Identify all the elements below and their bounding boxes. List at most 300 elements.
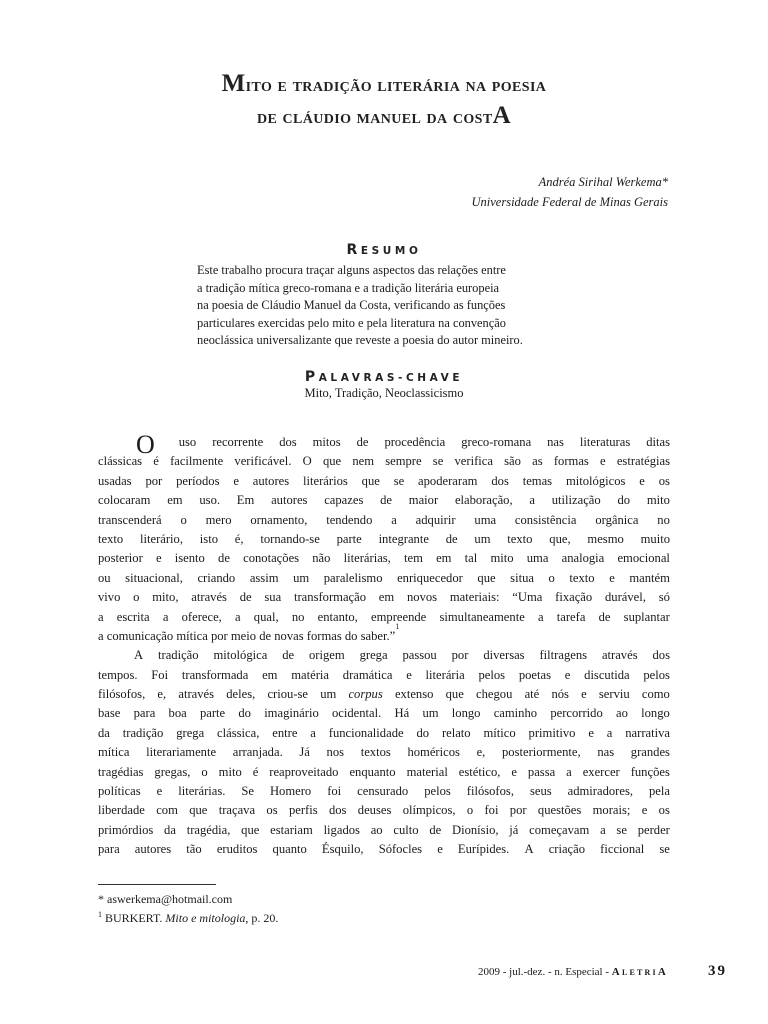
word: criando xyxy=(197,570,236,585)
word: são xyxy=(504,454,521,469)
word: nas xyxy=(597,745,615,760)
word: em xyxy=(378,590,395,605)
word: e xyxy=(155,551,162,566)
word: estariam xyxy=(270,822,313,837)
word: e xyxy=(406,667,412,682)
word: mero xyxy=(205,512,232,527)
word: assim xyxy=(249,570,279,585)
word: deles, xyxy=(226,687,256,702)
word: criou-se xyxy=(267,687,308,702)
word: mito xyxy=(646,493,670,508)
word: o xyxy=(180,512,187,527)
word: enquanto xyxy=(349,764,396,779)
word: literaturas xyxy=(579,435,631,449)
abstract-heading-initial: R xyxy=(346,242,361,258)
word: do xyxy=(416,725,430,740)
word: apoderaram xyxy=(418,473,478,488)
word: nas xyxy=(547,435,564,449)
footnotes xyxy=(98,890,278,928)
journal-text: letri xyxy=(621,966,658,978)
word: morais; xyxy=(592,803,631,818)
word: ou xyxy=(98,570,111,585)
footer-journal xyxy=(612,966,668,978)
footnote-1 xyxy=(98,909,278,928)
word: dos xyxy=(279,435,297,449)
word: criação xyxy=(548,842,586,857)
word: e xyxy=(639,473,645,488)
word: se xyxy=(432,454,444,469)
word: quanto xyxy=(272,842,307,857)
word: perfis xyxy=(288,803,318,818)
word: emocional xyxy=(617,551,670,566)
word: procedência xyxy=(384,435,446,449)
word: a xyxy=(391,512,397,527)
word: integrante xyxy=(378,531,429,546)
author-name: Andréa Sirihal Werkema* xyxy=(538,175,668,189)
word: olímpicos, xyxy=(402,803,456,818)
abstract-line: neoclássica universalizante que reveste a poesia do autor mineiro. xyxy=(197,333,523,348)
word: O xyxy=(302,454,312,469)
word: dos xyxy=(491,473,509,488)
word: filtragens xyxy=(539,648,588,663)
word: suplantar xyxy=(623,609,670,624)
word: através xyxy=(178,687,215,702)
word: mantém xyxy=(629,570,670,585)
author-block xyxy=(472,172,669,212)
word: e, xyxy=(157,687,167,702)
word: texto xyxy=(98,531,124,546)
word: Em xyxy=(236,493,255,508)
word: Já xyxy=(299,745,310,760)
word: gregas, xyxy=(154,764,191,779)
word: as xyxy=(532,454,543,469)
word: mítico xyxy=(483,725,516,740)
word: literárias, xyxy=(343,551,391,566)
body-line xyxy=(98,646,670,665)
word: a xyxy=(566,764,572,779)
word: transcenderá xyxy=(98,512,162,527)
word: estético, xyxy=(458,764,501,779)
journal-initial: A xyxy=(611,966,622,978)
abstract-line: na poesia de Cláudio Manuel da Costa, verificando as funções xyxy=(197,298,506,313)
word: e xyxy=(437,842,443,857)
word: texto xyxy=(507,531,533,546)
footnote-divider xyxy=(98,884,216,885)
word: é xyxy=(252,764,259,779)
word: é, xyxy=(234,531,244,546)
word: e xyxy=(609,570,615,585)
word: tradição xyxy=(122,725,164,740)
word: só xyxy=(658,590,670,605)
word: usadas xyxy=(98,473,132,488)
word: ligados xyxy=(323,822,360,837)
body-line xyxy=(98,801,670,820)
footnote-1-author: BURKERT. xyxy=(105,911,163,925)
word: corpus xyxy=(348,687,383,702)
word: um xyxy=(293,570,310,585)
word: facilmente xyxy=(170,454,224,469)
word: enriquecedor xyxy=(397,570,463,585)
word: no xyxy=(657,512,670,527)
body-line xyxy=(98,588,670,607)
word: dos xyxy=(328,803,347,818)
word: funções xyxy=(630,764,670,779)
word: verificável. xyxy=(234,454,292,469)
word: imaginário xyxy=(264,706,319,721)
abstract-line: a tradição mítica greco-romana e a tradição literária europeia xyxy=(197,280,500,295)
word: poetas xyxy=(518,667,552,682)
word: que xyxy=(445,687,464,702)
word: tem xyxy=(404,551,423,566)
word: pela xyxy=(649,784,670,799)
word: tragédias xyxy=(98,764,144,779)
word: grandes xyxy=(630,745,670,760)
word: mitológica xyxy=(213,648,268,663)
page-number: 39 xyxy=(708,963,727,979)
word: os xyxy=(658,473,670,488)
word: do xyxy=(617,493,631,508)
word: oferece, xyxy=(181,609,222,624)
word: literário, xyxy=(139,531,183,546)
word: posteriormente, xyxy=(501,745,581,760)
word: de xyxy=(380,493,393,508)
word: como xyxy=(641,687,670,702)
keywords-heading-text: ALAVRAS-CHAVE xyxy=(318,372,464,384)
word: tão xyxy=(186,842,202,857)
word: a xyxy=(529,493,535,508)
word: e xyxy=(233,473,239,488)
word: Ésquilo, xyxy=(321,842,364,857)
word: a xyxy=(606,725,613,740)
initial-letter: O xyxy=(136,430,155,459)
word: culto xyxy=(393,822,419,837)
body-line xyxy=(98,452,670,471)
word: verifica xyxy=(454,454,493,469)
word: por xyxy=(509,803,527,818)
word: Dionísio, xyxy=(451,822,499,837)
word: situa xyxy=(510,570,534,585)
word: Foi xyxy=(151,667,169,682)
word: colocaram xyxy=(98,493,151,508)
body-line xyxy=(98,685,670,704)
word: foi xyxy=(484,803,499,818)
word: Sófocles xyxy=(378,842,423,857)
word: tal xyxy=(464,551,478,566)
word: a xyxy=(310,725,316,740)
word: primórdios xyxy=(98,822,154,837)
body-line xyxy=(98,704,670,723)
word: e xyxy=(588,725,594,740)
word: entre xyxy=(272,725,298,740)
word: por xyxy=(451,648,469,663)
abstract-line: particulares exercidas pelo mito e pela literatura na convenção xyxy=(197,315,506,330)
word: dos xyxy=(652,648,670,663)
word: longo xyxy=(641,706,670,721)
word: os xyxy=(266,803,278,818)
word: um xyxy=(422,706,439,721)
word: admiradores, xyxy=(567,784,634,799)
word: o xyxy=(466,803,474,818)
word: seus xyxy=(529,784,552,799)
word: e xyxy=(581,687,587,702)
word: textos xyxy=(360,745,391,760)
word: conotações xyxy=(243,551,300,566)
word: A xyxy=(134,648,144,663)
word: elaboração, xyxy=(454,493,513,508)
author-affiliation: Universidade Federal de Minas Gerais xyxy=(471,195,668,209)
word: pelos xyxy=(643,667,670,682)
body-line xyxy=(98,608,670,627)
word: ocidental. xyxy=(331,706,382,721)
body-line xyxy=(98,743,670,762)
word: serviu xyxy=(598,687,630,702)
word: mesmo xyxy=(587,531,624,546)
word: políticas xyxy=(98,784,141,799)
footnote-email: * aswerkema@hotmail.com xyxy=(98,892,233,906)
word: tarefa xyxy=(556,609,586,624)
word: em xyxy=(167,493,183,508)
footnote-1-page: , p. 20. xyxy=(245,911,279,925)
word: sua xyxy=(264,590,282,605)
word: literários xyxy=(303,473,348,488)
abstract-line: Este trabalho procura traçar alguns aspectos das relações entre xyxy=(197,263,506,277)
word: por xyxy=(145,473,163,488)
word: filósofos, xyxy=(466,784,514,799)
word: clássica, xyxy=(217,725,260,740)
word: nem xyxy=(352,454,375,469)
word: fixação xyxy=(555,590,593,605)
word: da xyxy=(164,822,176,837)
word: autores xyxy=(252,473,290,488)
word: Eurípides. xyxy=(457,842,510,857)
word: relato xyxy=(441,725,471,740)
word: de xyxy=(356,435,369,449)
word: nos xyxy=(326,745,345,760)
body-line xyxy=(98,782,670,801)
word: através xyxy=(191,590,227,605)
word: materiais: xyxy=(449,590,500,605)
word: transformada xyxy=(181,667,249,682)
word: ao xyxy=(616,706,628,721)
word: no xyxy=(291,609,305,624)
word: grega xyxy=(359,648,388,663)
word: pelos xyxy=(478,667,506,682)
word: Há xyxy=(394,706,410,721)
word: e xyxy=(641,803,648,818)
body-line xyxy=(98,430,670,459)
word: parte xyxy=(199,706,226,721)
word: utilização xyxy=(551,493,601,508)
title-initial: M xyxy=(221,70,246,97)
word: eruditos xyxy=(216,842,258,857)
word: reaproveitado xyxy=(269,764,339,779)
word: escrita xyxy=(116,609,150,624)
word: a xyxy=(600,822,606,837)
word: literariamente xyxy=(146,745,217,760)
word: se xyxy=(616,822,627,837)
word: passa xyxy=(527,764,556,779)
word: tornando-se xyxy=(260,531,320,546)
word: temas xyxy=(522,473,553,488)
word: que xyxy=(361,473,380,488)
word: uma xyxy=(474,512,497,527)
keywords-list: Mito, Tradição, Neoclassicismo xyxy=(304,386,464,400)
body-line xyxy=(98,530,670,549)
word: que xyxy=(189,803,208,818)
word: e xyxy=(156,784,163,799)
word: entanto, xyxy=(317,609,358,624)
abstract-text xyxy=(197,262,577,350)
word: o xyxy=(548,570,555,585)
word: filósofos, xyxy=(98,687,146,702)
word: a xyxy=(98,609,104,624)
word: boa xyxy=(168,706,187,721)
word: origem xyxy=(309,648,345,663)
word: até xyxy=(524,687,540,702)
word: homéricos xyxy=(407,745,460,760)
word: questões xyxy=(537,803,582,818)
body-line xyxy=(98,621,670,646)
word: o xyxy=(133,590,140,605)
word: autores xyxy=(134,842,172,857)
word: mítica xyxy=(98,745,130,760)
word: nós xyxy=(551,687,569,702)
word: paralelismo xyxy=(323,570,383,585)
word: de xyxy=(239,590,252,605)
word: de xyxy=(429,822,442,837)
word: primitivo xyxy=(528,725,576,740)
word: matéria xyxy=(291,667,329,682)
word: uso xyxy=(178,435,197,449)
word: períodos xyxy=(176,473,220,488)
abstract-heading-text: ESUMO xyxy=(360,245,422,257)
word: “Uma xyxy=(512,590,543,605)
word: tempos. xyxy=(98,667,138,682)
abstract-heading xyxy=(0,242,768,258)
word: através xyxy=(601,648,638,663)
word: de xyxy=(218,551,230,566)
word: literárias. xyxy=(178,784,226,799)
word: traçava xyxy=(218,803,256,818)
word: isento xyxy=(174,551,205,566)
word: simultaneamente xyxy=(439,609,525,624)
word: clássicas xyxy=(98,454,143,469)
word: extenso xyxy=(394,687,434,702)
word: perder xyxy=(637,822,670,837)
word: se xyxy=(393,473,405,488)
word: orgânica xyxy=(595,512,639,527)
word: ao xyxy=(370,822,383,837)
word: para xyxy=(133,706,156,721)
body-line xyxy=(98,724,670,743)
title-line-2-text: de cláudio manuel da cost xyxy=(256,107,493,128)
word: que xyxy=(477,570,496,585)
word: situacional, xyxy=(125,570,183,585)
word: ditas xyxy=(646,435,670,449)
word: parte xyxy=(336,531,362,546)
word: texto xyxy=(569,570,595,585)
body-line xyxy=(98,666,670,685)
article-body xyxy=(98,430,670,860)
word: muito xyxy=(640,531,670,546)
keywords-heading xyxy=(0,369,768,385)
word: e xyxy=(564,667,571,682)
word: exercer xyxy=(582,764,620,779)
footnote-ref: 1 xyxy=(395,621,400,631)
word: em xyxy=(262,667,278,682)
word: greco-romana xyxy=(461,435,532,449)
journal-final: A xyxy=(657,966,668,978)
word: mitológicos xyxy=(565,473,626,488)
word: Homero xyxy=(269,784,312,799)
word: começavam xyxy=(529,822,590,837)
word: e, xyxy=(476,745,486,760)
word: Se xyxy=(241,784,254,799)
word: de xyxy=(445,531,458,546)
word: capazes xyxy=(324,493,364,508)
word: empreende xyxy=(371,609,427,624)
word: tragédia, xyxy=(186,822,231,837)
word: é xyxy=(153,454,159,469)
running-footer xyxy=(478,966,668,978)
word: arranjada. xyxy=(232,745,283,760)
word: analogia xyxy=(561,551,605,566)
word: com xyxy=(156,803,178,818)
body-line xyxy=(98,491,670,510)
word: grega xyxy=(176,725,205,740)
word: foi xyxy=(327,784,342,799)
word: discutida xyxy=(584,667,630,682)
word: ornamento, xyxy=(250,512,308,527)
body-line xyxy=(98,511,670,530)
word: do xyxy=(238,706,251,721)
word: durável, xyxy=(604,590,646,605)
word: um xyxy=(474,531,491,546)
word: funcionalidade xyxy=(328,725,404,740)
word: qual, xyxy=(253,609,279,624)
word: narrativa xyxy=(625,725,670,740)
word: um xyxy=(320,687,337,702)
word: a xyxy=(162,609,169,624)
word: mito xyxy=(218,764,242,779)
body-line xyxy=(98,549,670,568)
word: estratégias xyxy=(616,454,670,469)
word: uma xyxy=(526,551,549,566)
word: uso. xyxy=(199,493,221,508)
word: isto xyxy=(199,531,218,546)
word: percorrido xyxy=(550,706,603,721)
word: mito, xyxy=(152,590,179,605)
footnote-1-mark: 1 xyxy=(98,910,102,919)
word: pelos xyxy=(424,784,451,799)
article-title-line-1 xyxy=(0,70,768,98)
footnote-1-title: Mito e mitologia xyxy=(165,911,246,925)
word: os xyxy=(658,803,670,818)
word: a xyxy=(235,609,241,624)
word: da xyxy=(98,725,110,740)
word: ficcional xyxy=(600,842,645,857)
word: liberdade xyxy=(98,803,145,818)
word: o xyxy=(201,764,208,779)
word: caminho xyxy=(493,706,538,721)
word: transformação xyxy=(293,590,367,605)
word: vivo xyxy=(98,590,121,605)
word: mitos xyxy=(312,435,341,449)
word: tendendo xyxy=(326,512,373,527)
body-line xyxy=(98,569,670,588)
word: se xyxy=(659,842,670,857)
word: que xyxy=(241,822,260,837)
